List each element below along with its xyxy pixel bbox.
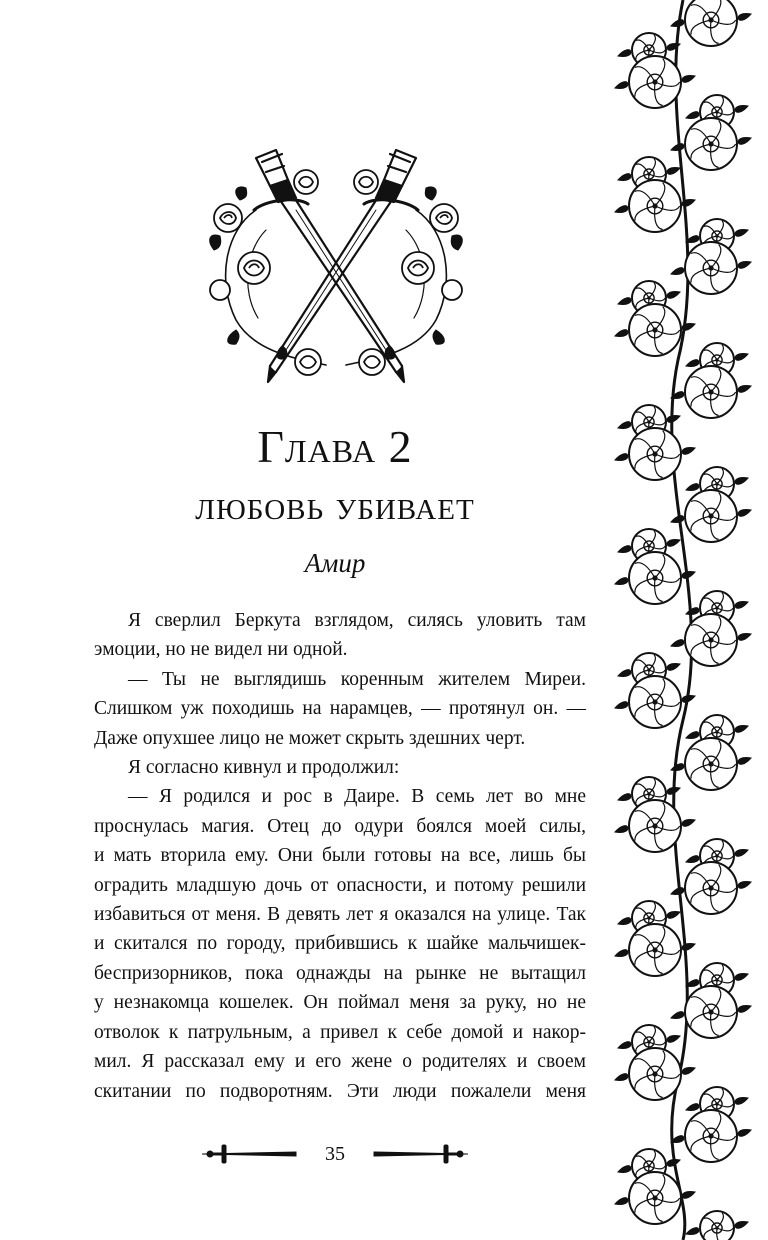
text-line: оградить младшую дочь от опасности, и потому решили	[94, 874, 586, 896]
rose-5	[294, 170, 318, 194]
text-line: Даже опухшее лицо не может скрыть здешних черт.	[94, 727, 526, 749]
text-line: мил. Я рассказал ему и его жене о родителях и своем	[94, 1051, 586, 1073]
page-number: 35	[325, 1143, 345, 1165]
pov-character-name: Амир	[304, 548, 366, 578]
text-line: — Ты не выглядишь коренным жителем Миреи.	[128, 668, 586, 690]
text-line: и мать вторила ему. Они были готовы на все, лишь бы	[94, 845, 586, 867]
text-line: Я согласно кивнул и продолжил:	[128, 757, 400, 779]
body-text	[94, 606, 586, 1106]
text-line: Слишком уж походишь на нарамцев, — протянул он. —	[94, 698, 586, 720]
dagger-icon	[370, 1141, 470, 1172]
text-line: скитании по подворотням. Эти люди пожалели меня	[94, 1080, 586, 1102]
rose-4	[430, 204, 458, 232]
rose-8	[359, 349, 385, 375]
text-line: Я сверлил Беркута взглядом, силясь уловить там	[128, 610, 586, 631]
text-line: избавиться от меня. В девять лет я оказался на улице. Так	[94, 904, 586, 926]
chapter-subtitle: любовь убивает	[195, 483, 475, 529]
text-line: беспризорников, пока однажды на рынке не вытащил	[94, 962, 586, 984]
text-line: проснулась магия. Отец до одури боялся моей силы,	[94, 815, 586, 837]
text-line: у незнакомца кошелек. Он поймал меня за руку, но не	[94, 992, 586, 1014]
page-footer	[200, 1135, 470, 1175]
rose-7	[295, 349, 321, 375]
text-line: эмоции, но не видел ни одной.	[94, 639, 348, 661]
rose-3	[402, 252, 434, 284]
chapter-title: Глава 2	[257, 421, 413, 472]
text-line: — Я родился и рос в Даире. В семь лет во мне	[128, 786, 586, 808]
rose-10	[442, 280, 462, 300]
text-line: отволок к патрульным, а привел к себе домой и накор-	[94, 1021, 586, 1043]
floral-border	[598, 0, 768, 1240]
crossed-swords-roses-emblem-icon	[196, 140, 476, 390]
text-line: и скитался по городу, прибившись к шайке мальчишек-	[94, 933, 586, 955]
rose-2	[238, 252, 270, 284]
rose-6	[354, 170, 378, 194]
dagger-icon	[200, 1141, 300, 1172]
rose-9	[210, 280, 230, 300]
rose-1	[214, 204, 242, 232]
